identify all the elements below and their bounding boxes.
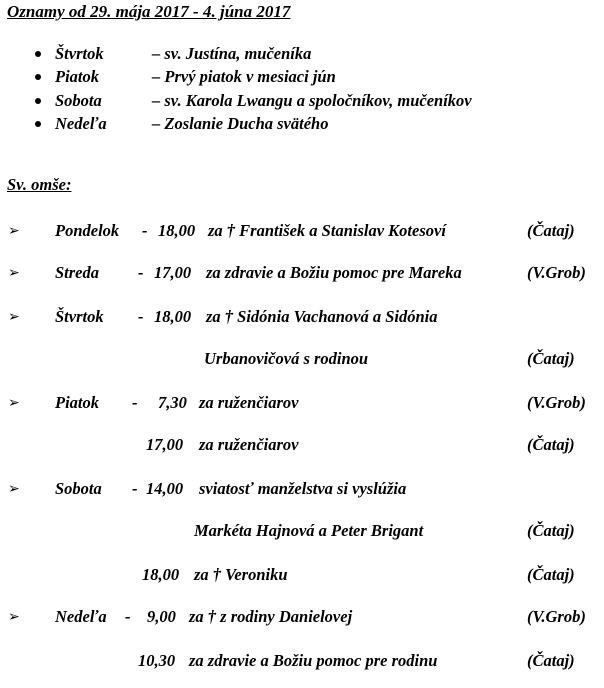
mass-intention: za ruženčiarov [199,393,299,412]
mass-intention: za † Veroniku [194,565,288,584]
masses-heading: Sv. omše: [7,175,72,194]
mass-day: Sobota [55,479,102,498]
arrow-right-icon: ➢ [8,609,20,625]
mass-intention-continuation: Markéta Hajnová a Peter Brigant [194,521,424,540]
mass-intention: za zdravie a Božiu pomoc pre rodinu [189,651,438,670]
arrow-right-icon: ➢ [8,395,20,411]
announcement-day: Piatok [55,67,99,86]
mass-day: Piatok [55,393,99,412]
mass-time: 10,30 [138,651,176,670]
mass-intention: za † František a Stanislav Kotesoví [208,221,446,240]
announcement-day: Štvrtok [55,44,104,63]
mass-intention: za zdravie a Božiu pomoc pre Mareka [206,263,462,282]
arrow-right-icon: ➢ [8,265,20,281]
mass-dash: - [132,479,138,498]
mass-dash: - [125,607,131,626]
mass-place: (Čataj) [527,651,575,670]
mass-time: 7,30 [158,393,187,412]
mass-place: (Čataj) [527,565,575,584]
announcement-text: – Zoslanie Ducha svätého [152,114,329,133]
mass-intention: za † z rodiny Danielovej [189,607,353,626]
mass-dash: - [142,221,148,240]
page-title: Oznamy od 29. mája 2017 - 4. júna 2017 [7,2,291,21]
mass-time: 9,00 [147,607,176,626]
mass-place: (Čataj) [527,435,575,454]
mass-intention: sviatosť manželstva si vyslúžia [199,479,407,498]
mass-time: 18,00 [158,221,196,240]
mass-day: Štvrtok [55,307,104,326]
mass-dash: - [138,263,144,282]
announcement-text: – sv. Karola Lwangu a spoločníkov, mučeníkov [152,91,472,110]
bullet-dot-icon [35,121,41,127]
mass-day: Nedeľa [55,607,107,626]
mass-place: (Čataj) [527,521,575,540]
mass-place: (V.Grob) [527,393,586,412]
mass-time: 18,00 [142,565,180,584]
arrow-right-icon: ➢ [8,309,20,325]
mass-dash: - [138,307,144,326]
mass-intention: za † Sidónia Vachanová a Sidónia [206,307,438,326]
bullet-dot-icon [35,51,41,57]
arrow-right-icon: ➢ [8,481,20,497]
mass-intention: za ruženčiarov [199,435,299,454]
mass-place: (V.Grob) [527,263,586,282]
mass-place: (Čataj) [527,221,575,240]
mass-time: 17,00 [146,435,184,454]
mass-time: 14,00 [146,479,184,498]
announcement-text: – Prvý piatok v mesiaci jún [152,67,336,86]
mass-day: Streda [55,263,100,282]
mass-place: (Čataj) [527,349,575,368]
mass-intention-continuation: Urbanovičová s rodinou [204,349,369,368]
mass-time: 18,00 [154,307,192,326]
announcement-text: – sv. Justína, mučeníka [152,44,312,63]
announcement-day: Nedeľa [55,114,107,133]
bullet-dot-icon [35,98,41,104]
mass-place: (V.Grob) [527,607,586,626]
bullet-dot-icon [35,74,41,80]
mass-dash: - [132,393,138,412]
arrow-right-icon: ➢ [8,223,20,239]
announcement-day: Sobota [55,91,102,110]
mass-day: Pondelok [55,221,120,240]
mass-time: 17,00 [154,263,192,282]
